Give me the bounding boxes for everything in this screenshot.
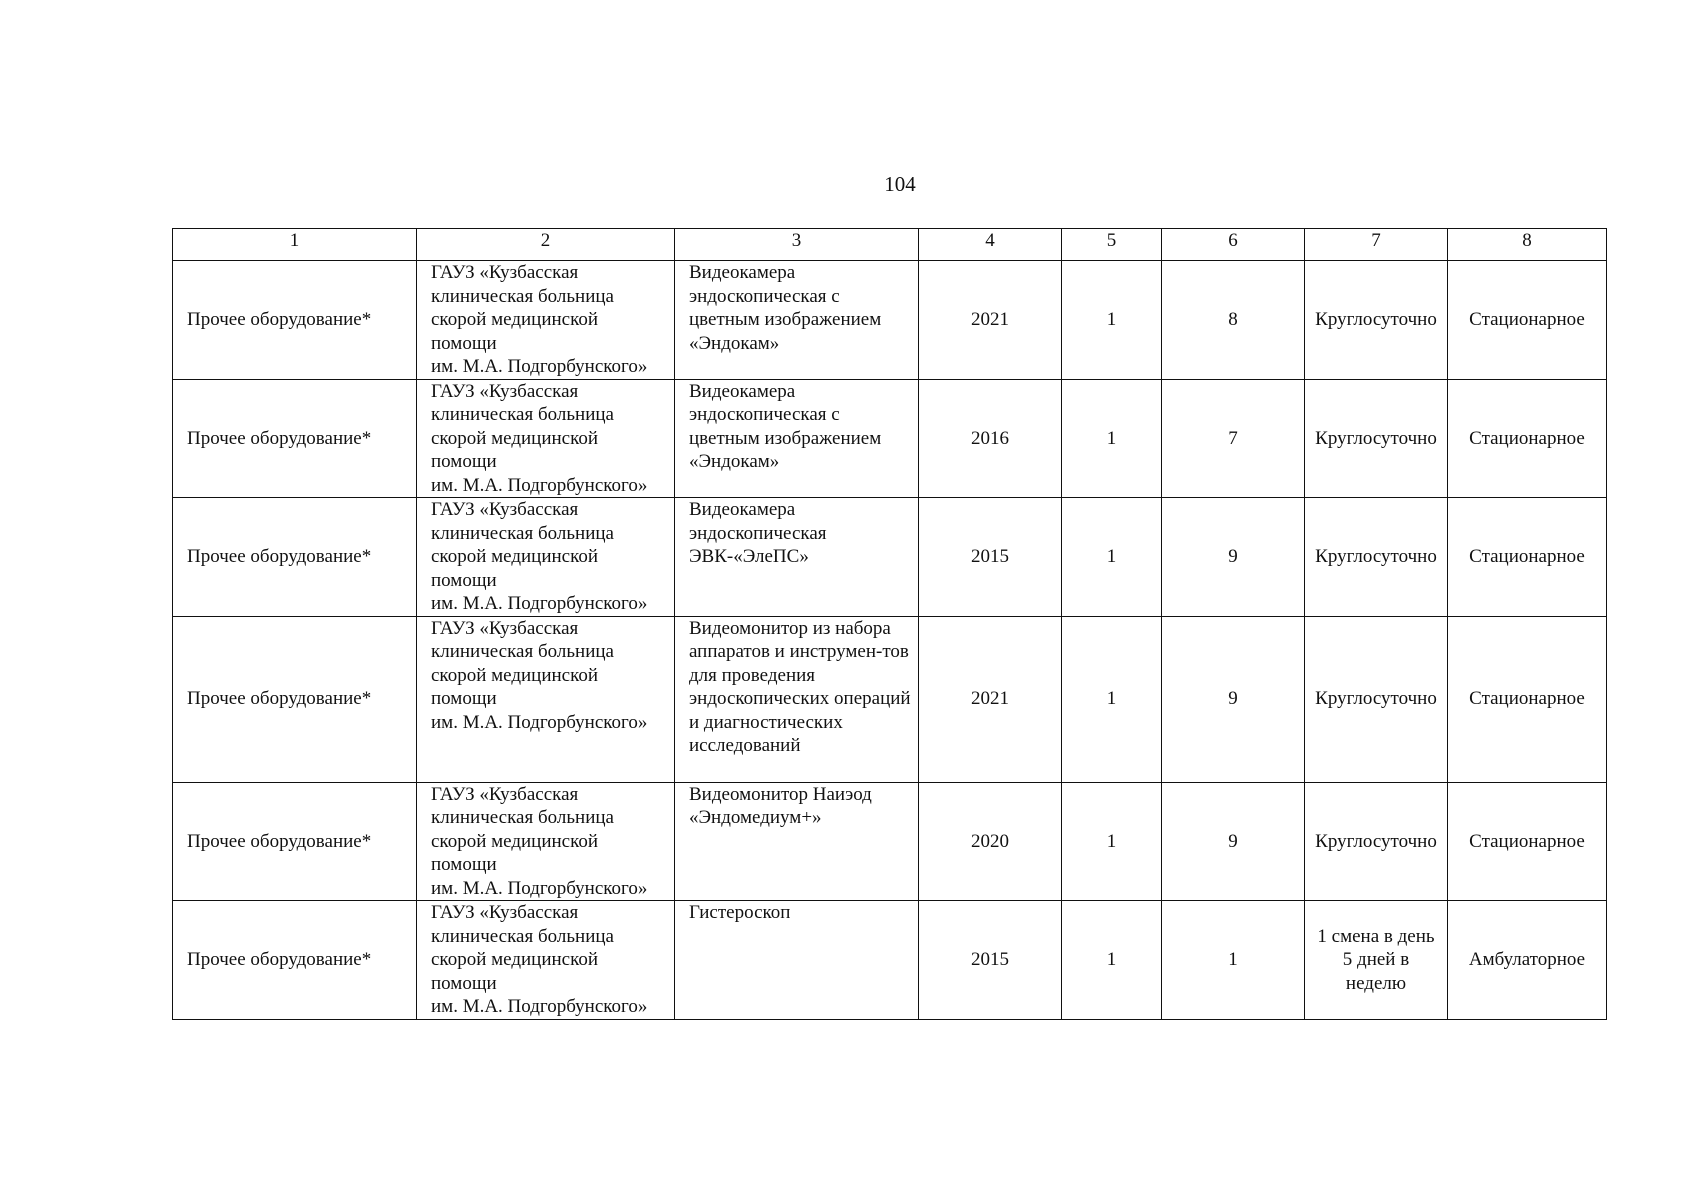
quantity-cell: 1 [1062, 782, 1162, 901]
organization-line: клиническая больница [431, 807, 614, 828]
category-cell: Прочее оборудование* [173, 616, 417, 782]
organization-line: помощи [431, 972, 497, 994]
organization-line: им. М.А. Подгорбунского» [431, 356, 648, 377]
organization-cell [417, 261, 675, 380]
page-number: 104 [884, 172, 916, 196]
organization-line: ГАУЗ «Кузбасская [431, 380, 579, 402]
quantity-cell: 1 [1062, 901, 1162, 1020]
year-cell: 2021 [919, 261, 1062, 380]
equipment-cell: Видеокамера эндоскопическая с цветным изображением «Эндокам» [675, 261, 919, 380]
organization-line: помощи [431, 451, 497, 472]
column-header: 5 [1062, 229, 1162, 261]
organization-line: скорой медицинской [431, 664, 599, 686]
column-header: 1 [173, 229, 417, 261]
organization-line: клиническая больница [431, 925, 614, 947]
table-row [173, 498, 1607, 617]
organization-line: ГАУЗ «Кузбасская [431, 617, 579, 639]
category-cell: Прочее оборудование* [173, 261, 417, 380]
equipment-cell: Видеомонитор из набора аппаратов и инструмен-тов для проведения эндоскопических операций и диагностических исследований [675, 616, 919, 782]
organization-line: ГАУЗ «Кузбасская [431, 783, 579, 805]
care-type-cell: Стационарное [1448, 782, 1607, 901]
col6-cell: 9 [1162, 616, 1305, 782]
table-row [173, 616, 1607, 782]
year-cell: 2020 [919, 782, 1062, 901]
organization-line: им. М.А. Подгорбунского» [431, 711, 648, 733]
category-cell: Прочее оборудование* [173, 782, 417, 901]
equipment-cell: Видеокамера эндоскопическая ЭВК-«ЭлеПС» [675, 498, 919, 617]
table-row [173, 261, 1607, 380]
year-cell: 2016 [919, 379, 1062, 498]
category-cell: Прочее оборудование* [173, 498, 417, 617]
organization-line: клиническая больница [431, 522, 614, 544]
organization-cell [417, 379, 675, 498]
column-header: 2 [417, 229, 675, 261]
organization-cell [417, 782, 675, 901]
organization-line: помощи [431, 688, 497, 709]
table-row [173, 782, 1607, 901]
column-header: 3 [675, 229, 919, 261]
care-type-cell: Стационарное [1448, 379, 1607, 498]
category-cell: Прочее оборудование* [173, 379, 417, 498]
table-row [173, 901, 1607, 1020]
equipment-cell: Видеокамера эндоскопическая с цветным изображением «Эндокам» [675, 379, 919, 498]
column-header: 7 [1305, 229, 1448, 261]
organization-line: помощи [431, 332, 497, 354]
year-cell: 2015 [919, 901, 1062, 1020]
care-type-cell: Стационарное [1448, 261, 1607, 380]
organization-line: клиническая больница [431, 404, 614, 425]
organization-line: помощи [431, 854, 497, 875]
organization-line: помощи [431, 569, 497, 591]
organization-cell [417, 616, 675, 782]
year-cell: 2015 [919, 498, 1062, 617]
col6-cell: 9 [1162, 498, 1305, 617]
organization-line: клиническая больница [431, 641, 614, 662]
quantity-cell: 1 [1062, 498, 1162, 617]
year-cell: 2021 [919, 616, 1062, 782]
schedule-cell: Круглосуточно [1305, 261, 1448, 380]
col6-cell: 1 [1162, 901, 1305, 1020]
organization-line: им. М.А. Подгорбунского» [431, 877, 648, 899]
col6-cell: 9 [1162, 782, 1305, 901]
care-type-cell: Стационарное [1448, 498, 1607, 617]
schedule-cell: 1 смена в день 5 дней в неделю [1305, 901, 1448, 1020]
organization-line: скорой медицинской [431, 546, 599, 567]
quantity-cell: 1 [1062, 379, 1162, 498]
organization-line: скорой медицинской [431, 427, 599, 449]
equipment-cell: Гистероскоп [675, 901, 919, 1020]
organization-line: ГАУЗ «Кузбасская [431, 902, 579, 923]
equipment-cell: Видеомонитор Наиэод «Эндомедиум+» [675, 782, 919, 901]
quantity-cell: 1 [1062, 261, 1162, 380]
organization-line: ГАУЗ «Кузбасская [431, 499, 579, 520]
care-type-cell: Амбулаторное [1448, 901, 1607, 1020]
schedule-cell: Круглосуточно [1305, 616, 1448, 782]
organization-line: ГАУЗ «Кузбасская [431, 262, 579, 283]
organization-cell [417, 498, 675, 617]
table-row [173, 379, 1607, 498]
column-header: 8 [1448, 229, 1607, 261]
organization-line: им. М.А. Подгорбунского» [431, 593, 648, 614]
schedule-cell: Круглосуточно [1305, 782, 1448, 901]
organization-line: скорой медицинской [431, 949, 599, 970]
col6-cell: 8 [1162, 261, 1305, 380]
schedule-cell: Круглосуточно [1305, 379, 1448, 498]
organization-line: скорой медицинской [431, 309, 599, 330]
col6-cell: 7 [1162, 379, 1305, 498]
organization-line: им. М.А. Подгорбунского» [431, 996, 648, 1017]
category-cell: Прочее оборудование* [173, 901, 417, 1020]
organization-cell [417, 901, 675, 1020]
organization-line: клиническая больница [431, 285, 614, 307]
column-header: 6 [1162, 229, 1305, 261]
schedule-cell: Круглосуточно [1305, 498, 1448, 617]
care-type-cell: Стационарное [1448, 616, 1607, 782]
equipment-table [172, 228, 1607, 1020]
quantity-cell: 1 [1062, 616, 1162, 782]
table-header-row [173, 229, 1607, 261]
column-header: 4 [919, 229, 1062, 261]
organization-line: скорой медицинской [431, 830, 599, 852]
organization-line: им. М.А. Подгорбунского» [431, 474, 648, 496]
